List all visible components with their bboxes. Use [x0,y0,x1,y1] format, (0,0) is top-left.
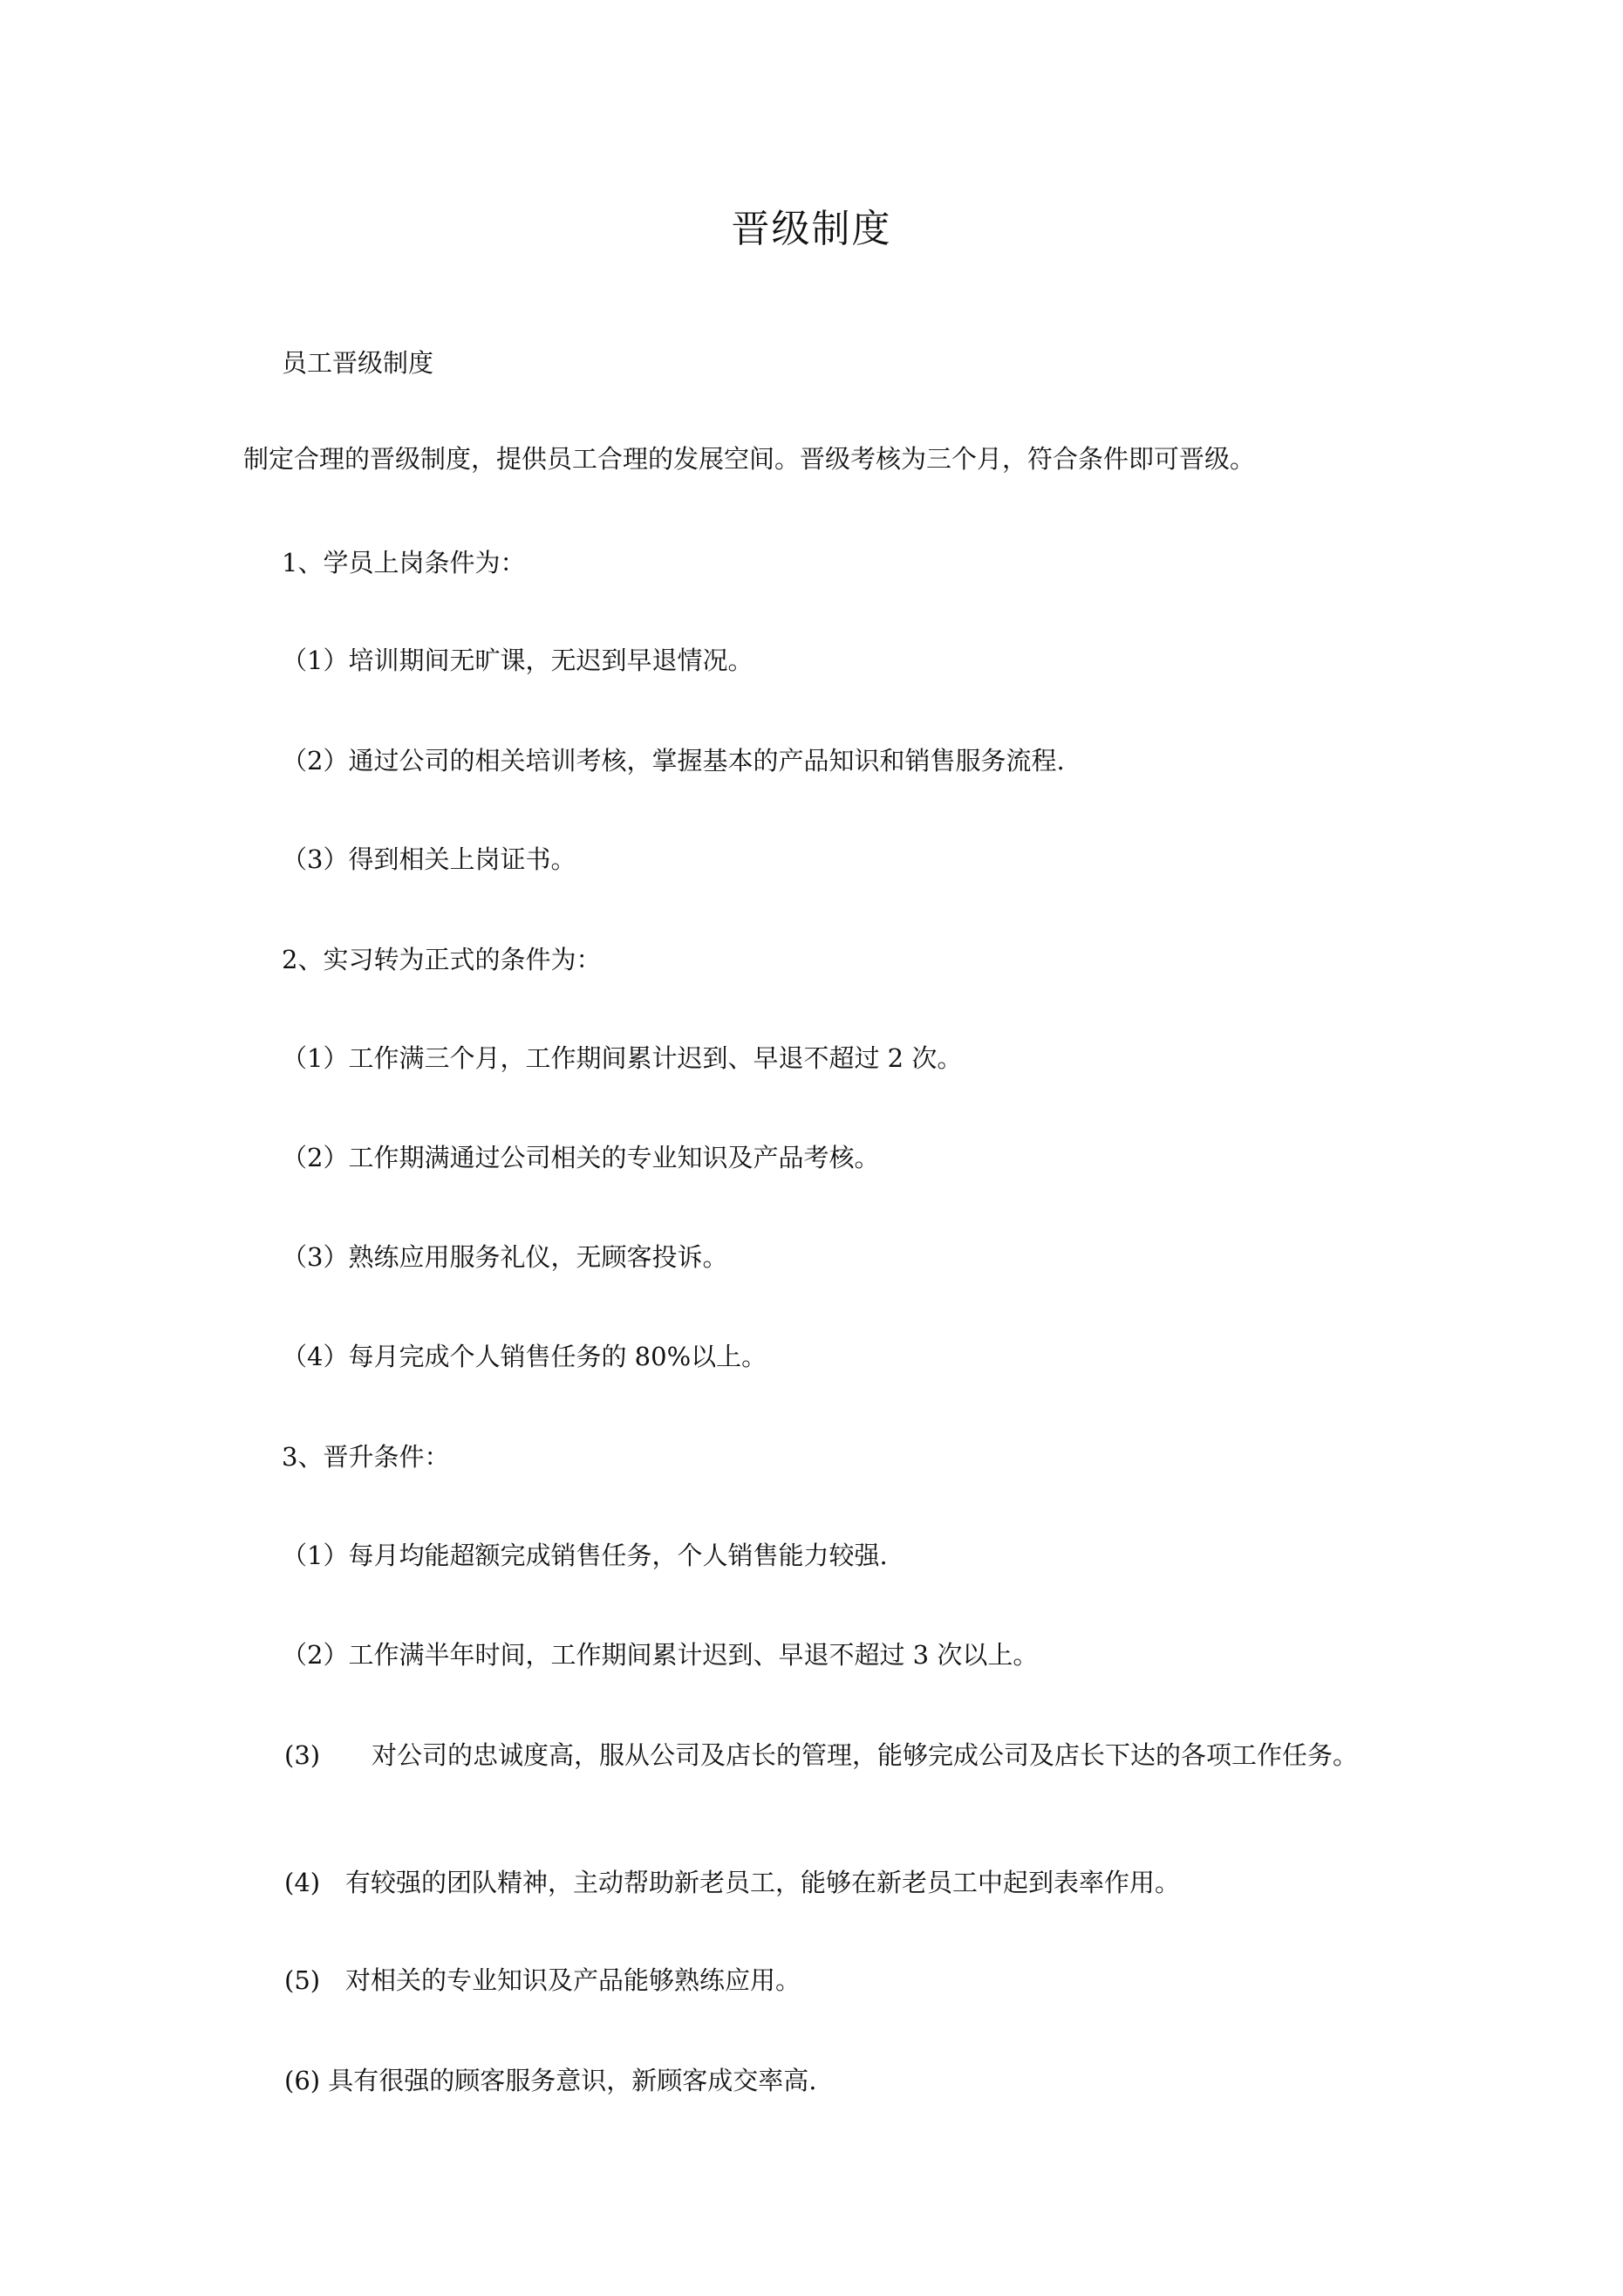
section2-item-4: （4）每月完成个人销售任务的 80%以上。 [282,1342,767,1371]
section3-item-3-number: (3) [284,1740,321,1770]
section2-heading: 2、实习转为正式的条件为： [282,945,602,974]
section3-heading: 3、晋升条件： [282,1442,450,1472]
section3-item-4-text: 有较强的团队精神，主动帮助新老员工，能够在新老员工中起到表率作用。 [345,1868,1181,1897]
section3-item-1: （1）每月均能超额完成销售任务，个人销售能力较强. [282,1541,888,1570]
intro-paragraph: 制定合理的晋级制度，提供员工合理的发展空间。晋级考核为三个月，符合条件即可晋级。 [243,444,1256,474]
section3-item-3-text: 对公司的忠诚度高，服从公司及店长的管理，能够完成公司及店长下达的各项工作任务。 [372,1740,1359,1770]
section2-item-1: （1）工作满三个月，工作期间累计迟到、早退不超过 2 次。 [282,1043,963,1073]
section3-item-4 [284,1865,1180,1900]
section3-item-5-number: (5) [284,1965,321,1995]
section3-item-6: (6) 具有很强的顾客服务意识，新顾客成交率高. [284,2066,817,2095]
section-subtitle: 员工晋级制度 [282,348,434,378]
section1-item-2: （2）通过公司的相关培训考核，掌握基本的产品知识和销售服务流程. [282,746,1065,776]
section3-item-2: （2）工作满半年时间，工作期间累计迟到、早退不超过 3 次以上。 [282,1640,1039,1670]
section1-item-3: （3）得到相关上岗证书。 [282,844,576,874]
section1-heading: 1、学员上岗条件为： [282,548,526,577]
document-title: 晋级制度 [731,207,892,251]
section1-item-1: （1）培训期间无旷课，无迟到早退情况。 [282,646,754,675]
section2-item-2: （2）工作期满通过公司相关的专业知识及产品考核。 [282,1143,880,1172]
section3-item-5-text: 对相关的专业知识及产品能够熟练应用。 [345,1965,801,1995]
section3-item-3 [243,1738,1395,1773]
section3-item-5 [284,1963,801,1998]
section2-item-3: （3）熟练应用服务礼仪，无顾客投诉。 [282,1242,728,1272]
section3-item-4-number: (4) [284,1868,321,1897]
